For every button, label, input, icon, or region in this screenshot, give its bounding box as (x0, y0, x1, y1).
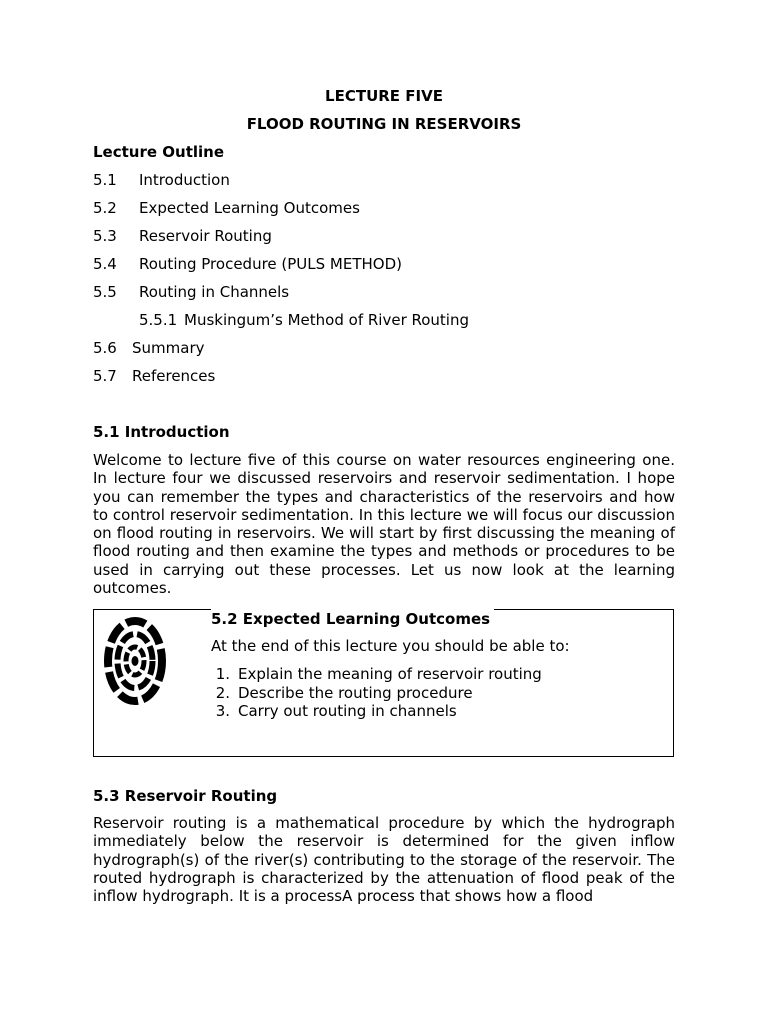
outline-label: Muskingum’s Method of River Routing (184, 311, 470, 329)
introduction-paragraph: Welcome to lecture five of this course on water resources engineering one. In lecture four we discussed reservoirs and reservoir sedimentation. I hope you can remember the types and characteristics of the reservoirs and how to control reservoir sedimentation. In this lecture we will focus our discussion on flood routing in reservoirs. We will start by first discussing the meaning of flood routing and then examine the types and methods or procedures to be used in carrying out these processes. Let us now look at the learning outcomes. (93, 451, 675, 598)
outline-label: Expected Learning Outcomes (139, 199, 360, 217)
outline-item (93, 282, 469, 310)
learning-outcomes-box (93, 609, 674, 757)
outcome-text: Describe the routing procedure (238, 683, 473, 702)
outline-number: 5.4 (93, 255, 117, 273)
reservoir-routing-paragraph: Reservoir routing is a mathematical procedure by which the hydrograph immediately below the reservoir is determined for the given inflow hydrograph(s) of the river(s) contributing to the storage of the reservoir. The routed hydrograph is characterized by the attenuation of flood peak of the inflow hydrograph. It is a processA process that shows how a flood (93, 814, 675, 906)
outline-item (93, 170, 469, 198)
outline-label: Summary (132, 339, 205, 357)
outcome-text: Explain the meaning of reservoir routing (238, 665, 542, 683)
outcomes-lead: At the end of this lecture you should be able to: (211, 637, 570, 655)
target-icon (104, 616, 166, 706)
outline-label: Routing Procedure (PULS METHOD) (139, 255, 403, 273)
outline-label: Reservoir Routing (139, 227, 272, 245)
outcome-item (211, 684, 542, 703)
outcome-number: 2. (215, 683, 230, 702)
outline-number: 5.5.1 (139, 311, 178, 329)
outline-item (93, 254, 469, 282)
outline-number: 5.3 (93, 227, 117, 245)
introduction-heading: 5.1 Introduction (93, 423, 230, 441)
outcomes-list (211, 665, 542, 721)
outline-number: 5.2 (93, 199, 117, 217)
lecture-outline (93, 170, 469, 394)
reservoir-routing-heading: 5.3 Reservoir Routing (93, 787, 278, 805)
outline-number: 5.6 (93, 339, 117, 357)
outcome-number: 1. (215, 665, 230, 683)
outcomes-heading: 5.2 Expected Learning Outcomes (211, 609, 494, 629)
outline-item (93, 226, 469, 254)
outline-item (93, 366, 469, 394)
outline-label: References (132, 367, 216, 385)
outcome-item (211, 665, 542, 684)
outline-item (93, 338, 469, 366)
outline-subitem (93, 310, 469, 338)
outline-number: 5.1 (93, 171, 117, 189)
lecture-subtitle: FLOOD ROUTING IN RESERVOIRS (246, 115, 522, 133)
outcome-number: 3. (215, 702, 230, 721)
outline-label: Routing in Channels (139, 283, 290, 301)
outline-number: 5.7 (93, 367, 117, 385)
lecture-title: LECTURE FIVE (325, 87, 443, 105)
outline-heading: Lecture Outline (93, 143, 225, 161)
outcome-item (211, 702, 542, 721)
outline-label: Introduction (139, 171, 230, 189)
outline-item (93, 198, 469, 226)
outline-number: 5.5 (93, 283, 117, 301)
outcome-text: Carry out routing in channels (238, 702, 457, 721)
